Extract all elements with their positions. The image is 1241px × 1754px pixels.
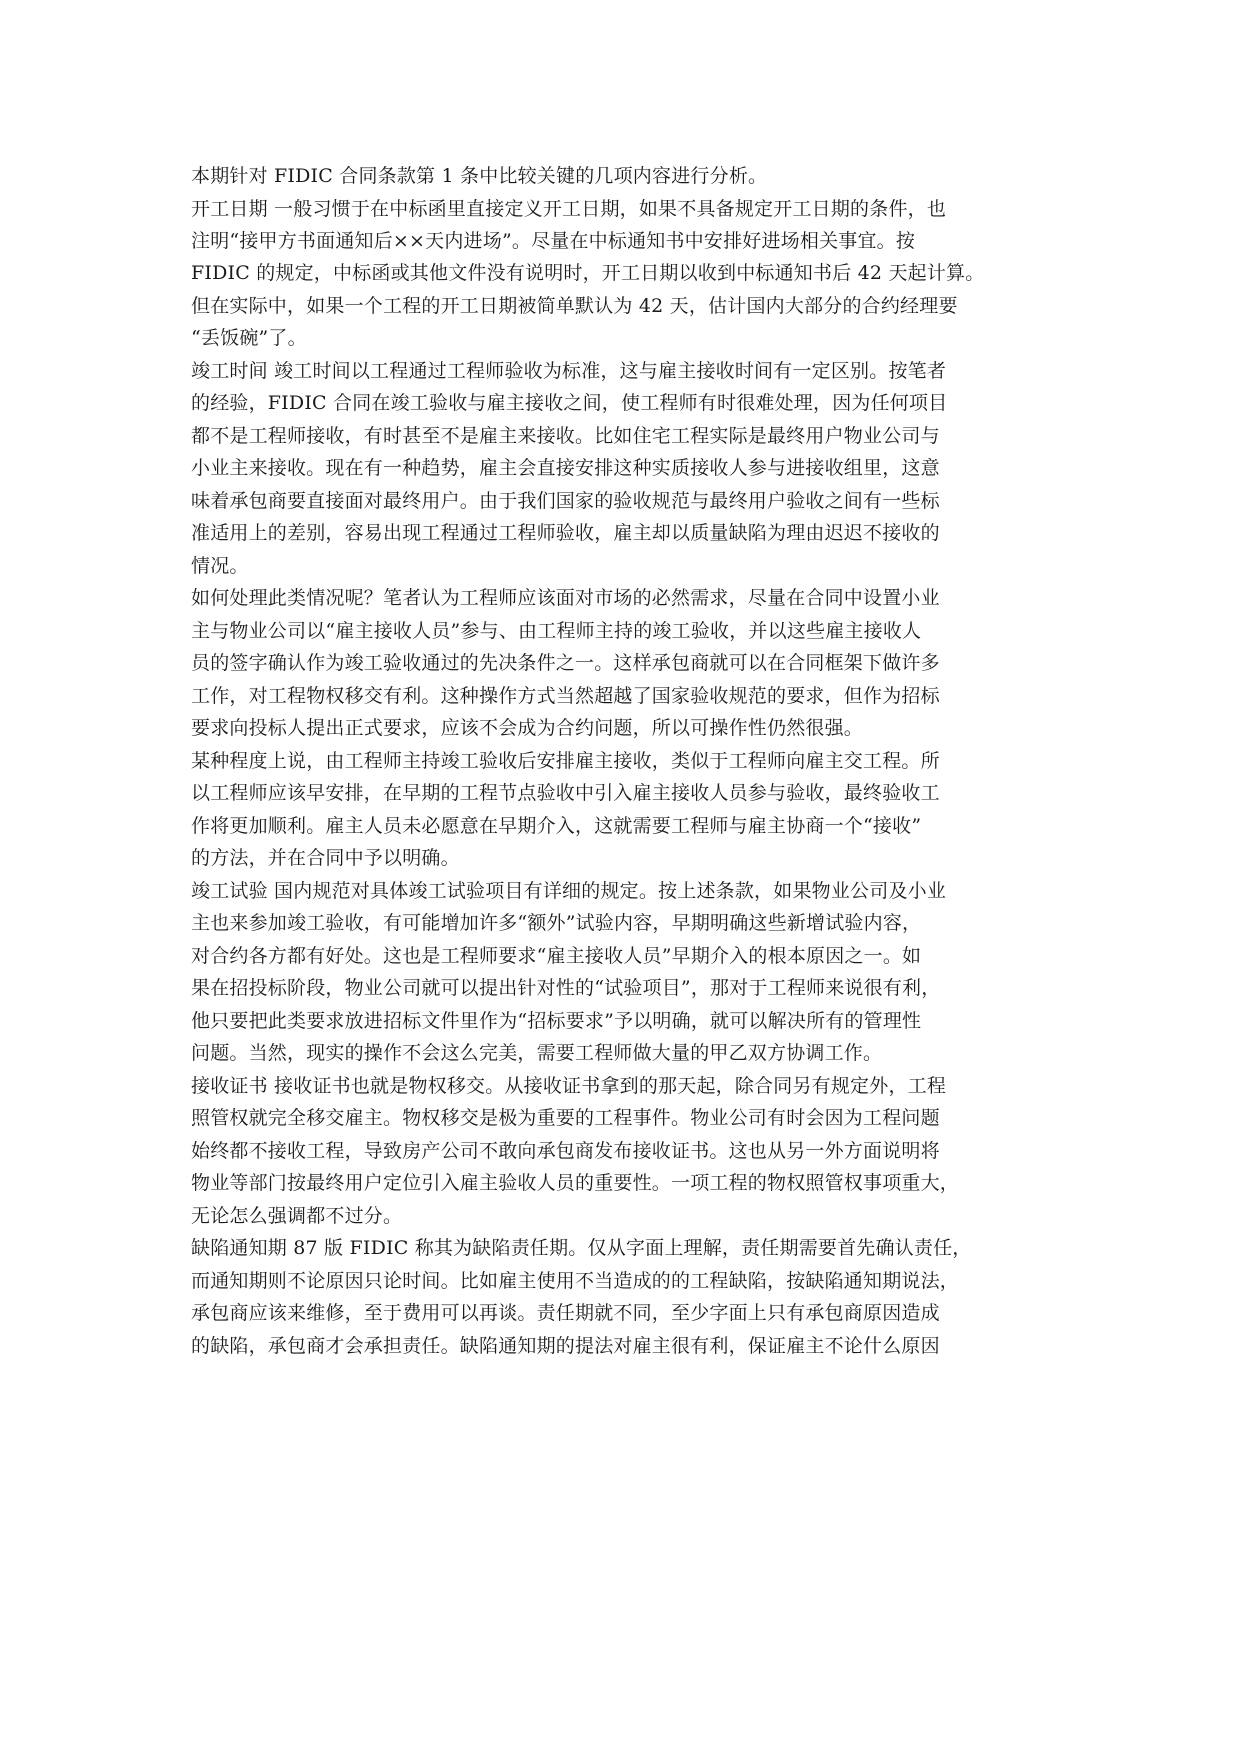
text-line: 主也来参加竣工验收，有可能增加许多“额外”试验内容，早期明确这些新增试验内容， [191, 912, 922, 934]
text-line: 始终都不接收工程，导致房产公司不敢向承包商发布接收证书。这也从另一外方面说明将 [191, 1140, 940, 1162]
text-line: 缺陷通知期 87 版 FIDIC 称其为缺陷责任期。仅从字面上理解，责任期需要首先确认责任， [191, 1237, 972, 1259]
text-line: 工作，对工程物权移交有利。这种操作方式当然超越了国家验收规范的要求，但作为招标 [191, 685, 940, 707]
text-line: 果在招投标阶段，物业公司就可以提出针对性的“试验项目”，那对于工程师来说很有利， [191, 977, 941, 999]
text-line: 问题。当然，现实的操作不会这么完美，需要工程师做大量的甲乙双方协调工作。 [191, 1042, 883, 1064]
text-line: 主与物业公司以“雇主接收人员”参与、由工程师主持的竣工验收，并以这些雇主接收人 [191, 620, 922, 642]
text-line: 但在实际中，如果一个工程的开工日期被简单默认为 42 天，估计国内大部分的合约经理要 [191, 295, 958, 317]
text-line: 照管权就完全移交雇主。物权移交是极为重要的工程事件。物业公司有时会因为工程问题 [191, 1107, 940, 1129]
text-line: 的经验，FIDIC 合同在竣工验收与雇主接收之间，使工程师有时很难处理，因为任何项目 [191, 392, 948, 414]
text-line: 以工程师应该早安排，在早期的工程节点验收中引入雇主接收人员参与验收，最终验收工 [191, 782, 940, 804]
text-line: 物业等部门按最终用户定位引入雇主验收人员的重要性。一项工程的物权照管权事项重大， [191, 1172, 960, 1194]
text-line: 对合约各方都有好处。这也是工程师要求“雇主接收人员”早期介入的根本原因之一。如 [191, 945, 922, 967]
text-line: 小业主来接收。现在有一种趋势，雇主会直接安排这种实质接收人参与进接收组里，这意 [191, 457, 940, 479]
text-line: 情况。 [191, 555, 249, 577]
text-line: 员的签字确认作为竣工验收通过的先决条件之一。这样承包商就可以在合同框架下做许多 [191, 652, 940, 674]
text-line: 味着承包商要直接面对最终用户。由于我们国家的验收规范与最终用户验收之间有一些标 [191, 490, 940, 512]
text-line: 本期针对 FIDIC 合同条款第 1 条中比较关键的几项内容进行分析。 [191, 165, 768, 187]
text-line: 都不是工程师接收，有时甚至不是雇主来接收。比如住宅工程实际是最终用户物业公司与 [191, 425, 940, 447]
text-line: 竣工试验 国内规范对具体竣工试验项目有详细的规定。按上述条款，如果物业公司及小业 [191, 880, 947, 902]
text-line: 无论怎么强调都不过分。 [191, 1205, 403, 1227]
text-line: 他只要把此类要求放进招标文件里作为“招标要求”予以明确，就可以解决所有的管理性 [191, 1010, 922, 1032]
text-line: FIDIC 的规定，中标函或其他文件没有说明时，开工日期以收到中标通知书后 42 天起计算。 [191, 262, 985, 284]
text-line: 承包商应该来维修，至于费用可以再谈。责任期就不同，至少字面上只有承包商原因造成 [191, 1302, 940, 1324]
text-line: 的方法，并在合同中予以明确。 [191, 847, 460, 869]
text-line: 某种程度上说，由工程师主持竣工验收后安排雇主接收，类似于工程师向雇主交工程。所 [191, 750, 940, 772]
text-line: 接收证书 接收证书也就是物权移交。从接收证书拿到的那天起，除合同另有规定外，工程 [191, 1075, 947, 1097]
text-line: 要求向投标人提出正式要求，应该不会成为合约问题，所以可操作性仍然很强。 [191, 717, 864, 739]
text-line: 准适用上的差别，容易出现工程通过工程师验收，雇主却以质量缺陷为理由迟迟不接收的 [191, 522, 940, 544]
text-line: 作将更加顺利。雇主人员未必愿意在早期介入，这就需要工程师与雇主协商一个“接收” [191, 815, 922, 837]
text-line: 的缺陷，承包商才会承担责任。缺陷通知期的提法对雇主很有利，保证雇主不论什么原因 [191, 1335, 940, 1357]
text-line: 而通知期则不论原因只论时间。比如雇主使用不当造成的的工程缺陷，按缺陷通知期说法， [191, 1270, 960, 1292]
text-line: 如何处理此类情况呢？笔者认为工程师应该面对市场的必然需求，尽量在合同中设置小业 [191, 587, 940, 609]
text-line: 开工日期 一般习惯于在中标函里直接定义开工日期，如果不具备规定开工日期的条件，也 [191, 198, 947, 220]
text-line: 注明“接甲方书面通知后××天内进场”。尽量在中标通知书中安排好进场相关事宜。按 [191, 230, 916, 252]
text-line: “丢饭碗”了。 [191, 327, 307, 349]
text-line: 竣工时间 竣工时间以工程通过工程师验收为标准，这与雇主接收时间有一定区别。按笔者 [191, 360, 947, 382]
